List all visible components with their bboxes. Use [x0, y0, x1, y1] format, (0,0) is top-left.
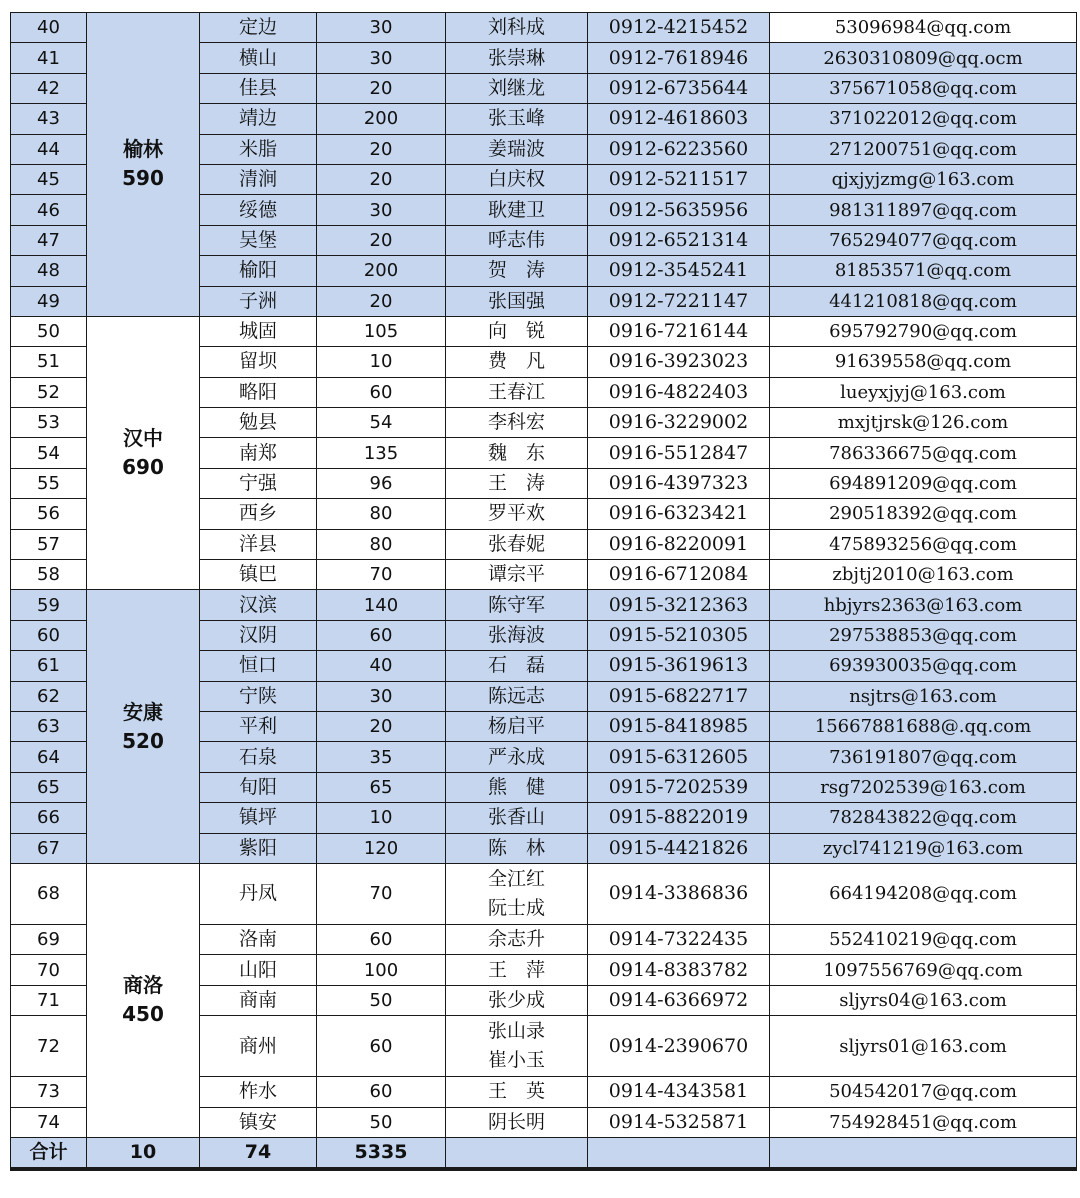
contact-name: 熊 健 — [487, 775, 545, 798]
contact-person — [446, 377, 588, 407]
phone-number: 0912-6223560 — [588, 134, 770, 164]
contact-name: 王春江 — [487, 380, 545, 403]
contact-name: 石 磊 — [487, 654, 545, 677]
contact-name: 魏 东 — [487, 441, 545, 464]
contact-name: 张香山 — [487, 806, 545, 829]
contact-person — [446, 499, 588, 529]
row-number: 56 — [11, 499, 87, 529]
county-name: 城固 — [200, 316, 317, 346]
headcount: 40 — [317, 651, 446, 681]
row-number: 68 — [11, 863, 87, 924]
city-name: 安康 — [123, 699, 163, 724]
contact-person — [446, 134, 588, 164]
county-name: 定边 — [200, 13, 317, 43]
table-row — [11, 13, 1077, 43]
email-address: 736191807@qq.com — [770, 742, 1077, 772]
city-cell — [87, 590, 200, 864]
headcount: 60 — [317, 1077, 446, 1107]
county-name: 子洲 — [200, 286, 317, 316]
phone-number: 0916-3923023 — [588, 347, 770, 377]
total-counties: 74 — [200, 1137, 317, 1169]
row-number: 42 — [11, 73, 87, 103]
contact-name: 李科宏 — [487, 411, 545, 434]
email-address: lueyxjyj@163.com — [770, 377, 1077, 407]
email-address: 504542017@qq.com — [770, 1077, 1077, 1107]
contact-name: 张玉峰 — [487, 107, 545, 130]
phone-number: 0914-5325871 — [588, 1107, 770, 1137]
city-name: 榆林 — [123, 137, 163, 162]
headcount: 30 — [317, 681, 446, 711]
row-number: 46 — [11, 195, 87, 225]
table-row — [11, 863, 1077, 924]
phone-number: 0915-8418985 — [588, 711, 770, 741]
county-name: 榆阳 — [200, 256, 317, 286]
row-number: 62 — [11, 681, 87, 711]
row-number: 66 — [11, 803, 87, 833]
county-name: 镇巴 — [200, 560, 317, 590]
phone-number: 0912-4618603 — [588, 104, 770, 134]
phone-number: 0916-6712084 — [588, 560, 770, 590]
contact-name: 谭宗平 — [487, 563, 545, 586]
contact-person — [446, 681, 588, 711]
contact-person — [446, 924, 588, 954]
row-number: 69 — [11, 924, 87, 954]
row-number: 40 — [11, 13, 87, 43]
row-number: 52 — [11, 377, 87, 407]
headcount: 65 — [317, 772, 446, 802]
row-number: 60 — [11, 620, 87, 650]
county-name: 洛南 — [200, 924, 317, 954]
phone-number: 0912-6735644 — [588, 73, 770, 103]
row-number: 74 — [11, 1107, 87, 1137]
phone-number: 0914-2390670 — [588, 1016, 770, 1077]
row-number: 67 — [11, 833, 87, 863]
contact-person — [446, 468, 588, 498]
contact-name: 陈守军 — [487, 593, 545, 616]
contact-name: 白庆权 — [487, 168, 545, 191]
contact-person — [446, 164, 588, 194]
county-name: 宁强 — [200, 468, 317, 498]
row-number: 58 — [11, 560, 87, 590]
headcount: 60 — [317, 1016, 446, 1077]
headcount: 20 — [317, 225, 446, 255]
county-name: 宁陕 — [200, 681, 317, 711]
contact-name: 全江红 — [487, 867, 545, 890]
city-name: 商洛 — [123, 973, 163, 998]
contact-person — [446, 955, 588, 985]
contact-name: 张春妮 — [487, 532, 545, 555]
phone-number: 0916-4397323 — [588, 468, 770, 498]
contact-person — [446, 13, 588, 43]
row-number: 64 — [11, 742, 87, 772]
email-address: 981311897@qq.com — [770, 195, 1077, 225]
contact-name: 王 萍 — [487, 958, 545, 981]
county-name: 石泉 — [200, 742, 317, 772]
row-number: 49 — [11, 286, 87, 316]
contact-name: 刘继龙 — [487, 76, 545, 99]
county-name: 靖边 — [200, 104, 317, 134]
contact-person — [446, 620, 588, 650]
contact-person — [446, 408, 588, 438]
email-address: zbjtj2010@163.com — [770, 560, 1077, 590]
row-number: 43 — [11, 104, 87, 134]
contact-person — [446, 104, 588, 134]
headcount: 50 — [317, 1107, 446, 1137]
row-number: 53 — [11, 408, 87, 438]
headcount: 70 — [317, 560, 446, 590]
headcount: 20 — [317, 73, 446, 103]
contact-name: 陈远志 — [487, 684, 545, 707]
contact-name: 王 涛 — [487, 472, 545, 495]
county-name: 绥德 — [200, 195, 317, 225]
email-address: 782843822@qq.com — [770, 803, 1077, 833]
contact-person — [446, 529, 588, 559]
county-name: 勉县 — [200, 408, 317, 438]
total-blank-contact — [446, 1137, 588, 1169]
email-address: 297538853@qq.com — [770, 620, 1077, 650]
email-address: 375671058@qq.com — [770, 73, 1077, 103]
contact-person — [446, 286, 588, 316]
row-number: 45 — [11, 164, 87, 194]
headcount: 105 — [317, 316, 446, 346]
county-name: 吴堡 — [200, 225, 317, 255]
email-address: 1097556769@qq.com — [770, 955, 1077, 985]
email-address: 695792790@qq.com — [770, 316, 1077, 346]
contact-name: 贺 涛 — [487, 259, 545, 282]
email-address: rsg7202539@163.com — [770, 772, 1077, 802]
contact-name: 陈 林 — [487, 836, 545, 859]
headcount: 30 — [317, 43, 446, 73]
contact-name: 张海波 — [487, 624, 545, 646]
total-row — [11, 1137, 1077, 1169]
phone-number: 0915-7202539 — [588, 772, 770, 802]
contact-person — [446, 225, 588, 255]
contact-person — [446, 347, 588, 377]
total-cities: 10 — [87, 1137, 200, 1169]
contact-name: 杨启平 — [487, 715, 545, 738]
contact-person — [446, 803, 588, 833]
city-cell — [87, 863, 200, 1137]
phone-number: 0912-3545241 — [588, 256, 770, 286]
contact-name: 王 英 — [487, 1080, 545, 1103]
city-name: 汉中 — [123, 426, 163, 451]
row-number: 63 — [11, 711, 87, 741]
contact-person — [446, 590, 588, 620]
row-number: 71 — [11, 985, 87, 1015]
email-address: 694891209@qq.com — [770, 468, 1077, 498]
phone-number: 0916-3229002 — [588, 408, 770, 438]
email-address: 693930035@qq.com — [770, 651, 1077, 681]
county-name: 南郑 — [200, 438, 317, 468]
county-name: 恒口 — [200, 651, 317, 681]
city-quota: 590 — [122, 166, 164, 191]
contact-name: 呼志伟 — [487, 228, 545, 251]
email-address: 290518392@qq.com — [770, 499, 1077, 529]
county-name: 镇安 — [200, 1107, 317, 1137]
contact-person — [446, 1107, 588, 1137]
county-name: 洋县 — [200, 529, 317, 559]
contact-name: 姜瑞波 — [487, 137, 545, 160]
contact-name: 向 锐 — [487, 320, 545, 343]
email-address: 15667881688@.qq.com — [770, 711, 1077, 741]
county-name: 镇坪 — [200, 803, 317, 833]
county-name: 紫阳 — [200, 833, 317, 863]
county-name: 横山 — [200, 43, 317, 73]
contact-name: 费 凡 — [487, 350, 545, 373]
email-address: 91639558@qq.com — [770, 347, 1077, 377]
headcount: 60 — [317, 377, 446, 407]
contact-name: 崔小玉 — [487, 1049, 545, 1072]
headcount: 96 — [317, 468, 446, 498]
phone-number: 0912-5635956 — [588, 195, 770, 225]
contact-person — [446, 195, 588, 225]
email-address: 81853571@qq.com — [770, 256, 1077, 286]
phone-number: 0912-7221147 — [588, 286, 770, 316]
email-address: 765294077@qq.com — [770, 225, 1077, 255]
email-address: 53096984@qq.com — [770, 13, 1077, 43]
contact-name: 张少成 — [487, 988, 545, 1011]
row-number: 50 — [11, 316, 87, 346]
email-address: 371022012@qq.com — [770, 104, 1077, 134]
county-name: 商南 — [200, 985, 317, 1015]
phone-number: 0912-6521314 — [588, 225, 770, 255]
contact-name: 张崇琳 — [487, 46, 545, 69]
email-address: mxjtjrsk@126.com — [770, 408, 1077, 438]
headcount: 200 — [317, 256, 446, 286]
phone-number: 0914-6366972 — [588, 985, 770, 1015]
phone-number: 0912-5211517 — [588, 164, 770, 194]
email-address: sljyrs01@163.com — [770, 1016, 1077, 1077]
contact-table — [10, 12, 1077, 1171]
headcount: 100 — [317, 955, 446, 985]
city-quota: 520 — [122, 728, 164, 753]
email-address: sljyrs04@163.com — [770, 985, 1077, 1015]
row-number: 55 — [11, 468, 87, 498]
county-name: 山阳 — [200, 955, 317, 985]
row-number: 73 — [11, 1077, 87, 1107]
row-number: 47 — [11, 225, 87, 255]
headcount: 20 — [317, 164, 446, 194]
county-name: 汉阴 — [200, 620, 317, 650]
row-number: 44 — [11, 134, 87, 164]
county-name: 平利 — [200, 711, 317, 741]
phone-number: 0914-3386836 — [588, 863, 770, 924]
contact-name: 阴长明 — [487, 1110, 545, 1133]
row-number: 48 — [11, 256, 87, 286]
headcount: 30 — [317, 13, 446, 43]
headcount: 80 — [317, 529, 446, 559]
row-number: 41 — [11, 43, 87, 73]
phone-number: 0915-5210305 — [588, 620, 770, 650]
email-address: qjxjyjzmg@163.com — [770, 164, 1077, 194]
contact-name: 张国强 — [487, 289, 545, 312]
phone-number: 0914-8383782 — [588, 955, 770, 985]
table-body — [11, 13, 1077, 1170]
email-address: zycl741219@163.com — [770, 833, 1077, 863]
headcount: 20 — [317, 711, 446, 741]
county-name: 清涧 — [200, 164, 317, 194]
contact-name: 阮士成 — [487, 896, 545, 919]
county-name: 柞水 — [200, 1077, 317, 1107]
headcount: 70 — [317, 863, 446, 924]
row-number: 57 — [11, 529, 87, 559]
headcount: 50 — [317, 985, 446, 1015]
contact-name: 张山录 — [487, 1020, 545, 1043]
total-count: 5335 — [317, 1137, 446, 1169]
row-number: 65 — [11, 772, 87, 802]
headcount: 35 — [317, 742, 446, 772]
total-blank-email — [770, 1137, 1077, 1169]
headcount: 120 — [317, 833, 446, 863]
phone-number: 0915-4421826 — [588, 833, 770, 863]
phone-number: 0912-4215452 — [588, 13, 770, 43]
city-quota: 450 — [122, 1002, 164, 1027]
row-number: 54 — [11, 438, 87, 468]
email-address: 271200751@qq.com — [770, 134, 1077, 164]
city-cell — [87, 13, 200, 317]
phone-number: 0916-8220091 — [588, 529, 770, 559]
phone-number: 0915-6822717 — [588, 681, 770, 711]
email-address: 552410219@qq.com — [770, 924, 1077, 954]
phone-number: 0916-5512847 — [588, 438, 770, 468]
contact-person — [446, 772, 588, 802]
contact-person — [446, 1016, 588, 1077]
contact-person — [446, 43, 588, 73]
row-number: 51 — [11, 347, 87, 377]
row-number: 72 — [11, 1016, 87, 1077]
headcount: 20 — [317, 286, 446, 316]
county-name: 丹凤 — [200, 863, 317, 924]
headcount: 60 — [317, 924, 446, 954]
city-cell — [87, 316, 200, 590]
contact-person — [446, 863, 588, 924]
contact-person — [446, 73, 588, 103]
headcount: 140 — [317, 590, 446, 620]
contact-person — [446, 316, 588, 346]
table-row — [11, 590, 1077, 620]
email-address: 2630310809@qq.ocm — [770, 43, 1077, 73]
contact-name: 严永成 — [487, 745, 545, 768]
contact-person — [446, 438, 588, 468]
contact-person — [446, 711, 588, 741]
headcount: 60 — [317, 620, 446, 650]
headcount: 30 — [317, 195, 446, 225]
contact-name: 罗平欢 — [487, 502, 545, 525]
contact-name: 余志升 — [487, 928, 545, 951]
headcount: 135 — [317, 438, 446, 468]
phone-number: 0916-4822403 — [588, 377, 770, 407]
email-address: 475893256@qq.com — [770, 529, 1077, 559]
county-name: 旬阳 — [200, 772, 317, 802]
email-address: 786336675@qq.com — [770, 438, 1077, 468]
row-number: 61 — [11, 651, 87, 681]
county-name: 略阳 — [200, 377, 317, 407]
contact-person — [446, 256, 588, 286]
county-name: 佳县 — [200, 73, 317, 103]
phone-number: 0914-7322435 — [588, 924, 770, 954]
table-row — [11, 316, 1077, 346]
county-name: 汉滨 — [200, 590, 317, 620]
phone-number: 0914-4343581 — [588, 1077, 770, 1107]
phone-number: 0915-3619613 — [588, 651, 770, 681]
email-address: nsjtrs@163.com — [770, 681, 1077, 711]
row-number: 70 — [11, 955, 87, 985]
contact-person — [446, 985, 588, 1015]
county-name: 西乡 — [200, 499, 317, 529]
phone-number: 0915-8822019 — [588, 803, 770, 833]
contact-name: 刘科成 — [487, 16, 545, 39]
county-name: 商州 — [200, 1016, 317, 1077]
phone-number: 0912-7618946 — [588, 43, 770, 73]
total-label: 合计 — [11, 1137, 87, 1169]
headcount: 20 — [317, 134, 446, 164]
contact-person — [446, 833, 588, 863]
county-name: 留坝 — [200, 347, 317, 377]
headcount: 10 — [317, 347, 446, 377]
contact-person — [446, 1077, 588, 1107]
headcount: 80 — [317, 499, 446, 529]
email-address: 664194208@qq.com — [770, 863, 1077, 924]
phone-number: 0915-3212363 — [588, 590, 770, 620]
contact-person — [446, 651, 588, 681]
county-name: 米脂 — [200, 134, 317, 164]
headcount: 200 — [317, 104, 446, 134]
headcount: 54 — [317, 408, 446, 438]
contact-person — [446, 742, 588, 772]
phone-number: 0916-6323421 — [588, 499, 770, 529]
email-address: 754928451@qq.com — [770, 1107, 1077, 1137]
contact-person — [446, 560, 588, 590]
email-address: hbjyrs2363@163.com — [770, 590, 1077, 620]
city-quota: 690 — [122, 455, 164, 480]
total-blank-phone — [588, 1137, 770, 1169]
row-number: 59 — [11, 590, 87, 620]
headcount: 10 — [317, 803, 446, 833]
email-address: 441210818@qq.com — [770, 286, 1077, 316]
phone-number: 0916-7216144 — [588, 316, 770, 346]
phone-number: 0915-6312605 — [588, 742, 770, 772]
contact-name: 耿建卫 — [487, 198, 545, 221]
